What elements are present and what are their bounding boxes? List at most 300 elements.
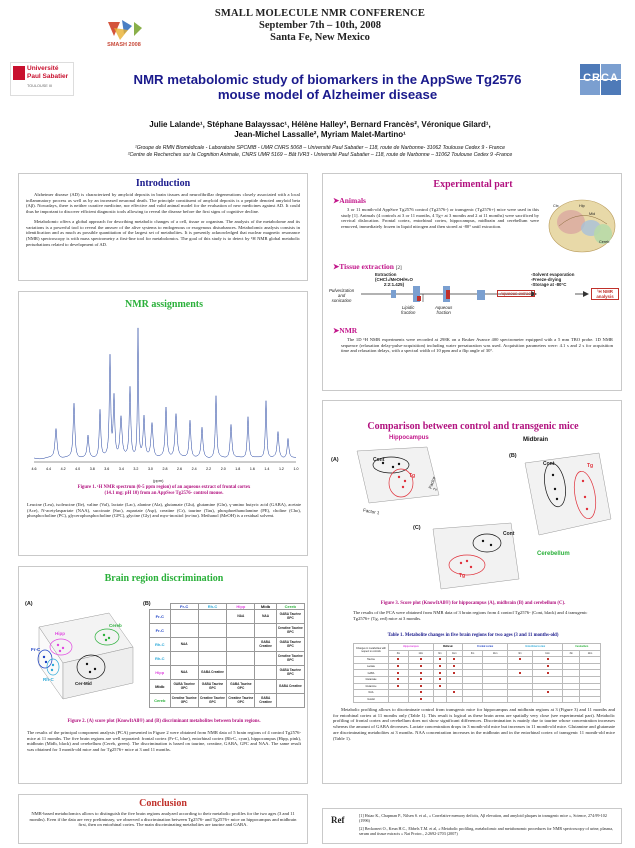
table1-cell <box>408 657 433 664</box>
reference-2: [2] Beckonert O., Keun H.C., Ebbels T.M. et al, « Metabolic profiling, metabolomic and metabonomic procedures for NMR spectroscopy of urine, plasma, serum and tissue extracts » Nat Protoc., 2:2692-2703 (2007) <box>359 826 614 837</box>
table1-cell <box>563 683 580 690</box>
authors-line1: Julie Lalande¹, Stéphane Balayssac¹, Hélène Halley², Bernard Francès², Véronique Gilard¹, <box>149 120 491 129</box>
panel-b-label: (B) <box>143 601 151 607</box>
table1-cell <box>446 696 462 703</box>
arrow-bullet-icon: ➤ <box>333 262 340 271</box>
mid-tg-label: Tg <box>587 463 594 469</box>
change-marker-icon <box>439 665 441 667</box>
table1-cell <box>433 663 446 670</box>
poster-title-line1: NMR metabolomic study of biomarkers in the AppSwe Tg2576 <box>133 72 522 87</box>
table1-cell <box>463 657 483 664</box>
discriminant-matrix <box>149 603 305 708</box>
hippocampus-label: Hippocampus <box>389 435 429 441</box>
spectrum-axis-label: (ppm) <box>153 478 164 483</box>
conference-dates: September 7th – 10th, 2008 <box>258 20 381 31</box>
comparison-discussion: Metabolic profiling allows to discriminate control from transgenic mice for hippocampus and midbrain regions at 3 (Figure 3) and 11 months and for entorhinal cortex at 11 months only (Table 1). This result is logical as these brain areas are spatially very close (see experimental part). Metabolic profiling of frontal cortex and cerebellum does not show significant differences. Discrimination is mainly due to taurine whose concentration increases whereas the amount of GABA decreases. Lactate concentration drops in 3 month-old mice but increases in 11 month-old mice. Glutamine and glutamate are discriminating metabolites at 3 months. NAA concentration increases in the midbrain and in the entorhinal cortex of transgenic 11 month-old mice (Table 1). <box>333 707 615 741</box>
table1-region-header: Hippocampus <box>389 644 434 651</box>
table1-cell <box>389 690 409 697</box>
hip-factor1: Factor 1 <box>362 507 380 516</box>
change-marker-icon <box>439 672 441 674</box>
table1-cell <box>463 663 483 670</box>
score-label-rhc: Rh-C <box>43 677 54 682</box>
table1-age-header: 11m <box>532 650 563 657</box>
matrix-col-frc: Fr-C <box>170 604 198 610</box>
affiliation-1: ¹Groupe de RMN Biomédicale - Laboratoire SPCMIB - UMR CNRS 5068 – Université Paul Sabatier – 118, route de Narbonne- 31062 Toulouse Cedex 9 - France <box>135 145 505 151</box>
conclusion-box <box>18 794 308 844</box>
change-marker-icon <box>453 672 455 674</box>
table1-cell <box>579 683 600 690</box>
matrix-cell <box>255 652 276 666</box>
table1-cell <box>483 676 508 683</box>
brain-label-mid: Mid <box>589 212 596 216</box>
table1-cell <box>408 696 433 703</box>
table1-cell <box>446 670 462 677</box>
matrix-row <box>150 624 305 638</box>
change-marker-icon <box>420 691 422 693</box>
change-marker-icon <box>397 672 399 674</box>
table1-cell <box>389 670 409 677</box>
references-label: Ref <box>331 815 345 825</box>
change-marker-icon <box>420 698 422 700</box>
table1-cell <box>446 676 462 683</box>
score-label-cereb: Cereb <box>109 623 122 628</box>
table1-cell <box>508 690 532 697</box>
table1-cell <box>532 657 563 664</box>
matrix-col-hipp: Hipp <box>227 604 255 610</box>
table1-row-label: NAA <box>354 690 389 697</box>
table1-cell <box>483 683 508 690</box>
table1-cell <box>579 657 600 664</box>
animals-text: 3 or 11 month-old AppSwe Tg2576 control (Tg2576-) or transgenic (Tg2576+) mice were used in this study [1]. Animals (4 controls at 3 or 11 months, 4 Tg+ at 3 months and 2 at 11 months) were sacrificed by cervical dislocation. Frontal cortex, entorhinal cortex, hippocampus, midbrain and cerebellum were removed, immediately frozen in liquid nitrogen and then stored at -80° until extraction. <box>341 207 539 230</box>
table1-row <box>354 657 601 664</box>
spectrum-tick-label: 3.2 <box>133 467 139 471</box>
extraction-flow-diagram <box>331 272 619 322</box>
hip-tg-label: Tg <box>409 473 416 479</box>
change-marker-icon <box>547 691 549 693</box>
mid-cont-label: Cont <box>543 461 555 467</box>
matrix-cell: Creatine Taurine GPC <box>276 624 304 638</box>
matrix-cell <box>170 610 198 624</box>
table1-cell <box>433 676 446 683</box>
cer-tg-label: Tg <box>459 573 466 579</box>
table1-cell <box>389 683 409 690</box>
smash-logo <box>100 18 148 52</box>
table1-row <box>354 670 601 677</box>
table1-cell <box>508 683 532 690</box>
change-marker-icon <box>397 658 399 660</box>
matrix-cell: NAA <box>227 610 255 624</box>
flow-aqueous-extract: Aqueous extract <box>497 290 535 297</box>
change-marker-icon <box>547 658 549 660</box>
table1-cell <box>563 676 580 683</box>
change-marker-icon <box>547 672 549 674</box>
comp-panel-a: (A) <box>331 457 339 463</box>
comp-panel-c: (C) <box>413 525 421 531</box>
table1-age-header: 11m <box>483 650 508 657</box>
matrix-cell <box>255 666 276 680</box>
table1-cell <box>389 696 409 703</box>
conference-name: SMALL MOLECULE NMR CONFERENCE <box>214 8 426 19</box>
metabolite-legend: Leucine (Leu), isoleucine (Ile), valine (Val), lactate (Lac), alanine (Ala), glutamate (Glu), glutamine (Gln), γ-amino butyric acid (GABA), acetate (Ace), N-acetylaspartate (NAA), succinate (Suc), aspartate (Asp), creatine (Cr), taurine (Tau), phosphoethanolamine (PE), choline (Cho), phosphocholine (PC), glycerophosphocholine (GPC), glycine (Gly) and myo-inositol (m-ino). Methanol (MeOH) is a residual solvent. <box>27 502 301 519</box>
matrix-cell: GABA Taurine GPC <box>227 680 255 694</box>
table1-cell <box>463 696 483 703</box>
matrix-cell: NAA <box>170 638 198 652</box>
table1-cell <box>446 657 462 664</box>
matrix-col-midb: Midb <box>255 604 276 610</box>
figure1-caption: Figure 1. ¹H NMR spectrum (0-5 ppm region) of an aqueous extract of frontal cortex (14.1 mg; pH 10) from an AppSwe Tg2576- control mouse. <box>77 485 251 496</box>
table1-age-header: 3m <box>463 650 483 657</box>
table1-cell <box>532 670 563 677</box>
matrix-row <box>150 652 305 666</box>
table1-age-header: 11m <box>446 650 462 657</box>
cerebellum-label: Cerebellum <box>537 551 570 557</box>
introduction-box <box>18 173 308 281</box>
cer-cont-label: Cont <box>503 531 515 537</box>
poster-title <box>80 72 575 102</box>
midbrain-score-graphic <box>519 449 615 539</box>
table1-row-label: GABA <box>354 670 389 677</box>
matrix-row-label: Fr-C <box>150 624 171 638</box>
matrix-cell: GABA Creatine <box>276 680 304 694</box>
table1-row-label: Lactate <box>354 663 389 670</box>
spectrum-tick-label: 4.2 <box>60 467 66 471</box>
spectrum-tick-label: 4.0 <box>75 467 81 471</box>
nmr-text: The 1D ¹H NMR experiments were recorded at 298K on a Bruker Avance 400 spectrometer equipped with a 5 mm TBO probe. 1D NMR sequence (relaxation delay-pulse-acquisition) including water presaturation was used. Acquisition parameters were: 4.1 s and 2 s for acquisition time and relaxation delays, with a spectral width of 10 ppm and a flip angle of 30°. <box>341 337 613 354</box>
change-marker-icon <box>453 658 455 660</box>
table1-age-header: 11m <box>408 650 433 657</box>
table1-cell <box>433 690 446 697</box>
metabolite-changes-table <box>353 643 601 703</box>
table1-row <box>354 683 601 690</box>
matrix-cell: GABA Taurine GPC <box>198 680 226 694</box>
spectrum-tick-label: 2.6 <box>177 467 183 471</box>
change-marker-icon <box>453 691 455 693</box>
table1-cell <box>563 657 580 664</box>
matrix-row-label: Hipp <box>150 666 171 680</box>
matrix-cell <box>198 624 226 638</box>
table1-cell <box>532 676 563 683</box>
university-line2: Paul Sabatier <box>27 73 69 80</box>
references-box <box>322 808 622 844</box>
table1-cell <box>463 690 483 697</box>
matrix-row <box>150 694 305 708</box>
matrix-row <box>150 610 305 624</box>
spectrum-tick-label: 1.2 <box>278 467 284 471</box>
nmr-assignments-box <box>18 291 308 556</box>
flow-extraction: Extraction (CHCl₃/MeOH/H₂O 2:2:1.425) <box>375 272 413 287</box>
cerebellum-score-plot <box>427 519 523 593</box>
brain-label-hip: Hip <box>579 204 585 208</box>
table1-cell <box>508 676 532 683</box>
spectrum-tick-label: 1.0 <box>293 467 299 471</box>
table1-row-label: Inositol <box>354 696 389 703</box>
nmr-title: ➤NMR <box>333 326 358 335</box>
figure2-caption: Figure 2. (A) score plot (KnowItAll®) and (B) discriminant metabolites between brain regions. <box>67 719 261 724</box>
spectrum-trace <box>34 328 296 459</box>
matrix-cell <box>170 652 198 666</box>
comparison-text: The results of the PCA were obtained from NMR data of 3 brain regions from 4 control Tg2576- (Cont, black) and 4 transgenic Tg2576+ (Tg, red) mice at 3 months. <box>353 610 588 621</box>
comp-panel-b: (B) <box>509 453 517 459</box>
table1-region-header: Cerebellum <box>563 644 601 651</box>
conference-header <box>150 8 490 43</box>
table1-cell <box>446 683 462 690</box>
table1-cell <box>483 663 508 670</box>
spectrum-tick-label: 3.6 <box>104 467 110 471</box>
table1-cell <box>508 663 532 670</box>
comparison-box <box>322 400 622 784</box>
table1-cell <box>483 690 508 697</box>
matrix-cell: Creatine Taurine GPC <box>227 694 255 708</box>
change-marker-icon <box>397 678 399 680</box>
arrow-bullet-icon: ➤ <box>333 326 340 335</box>
matrix-cell <box>255 680 276 694</box>
table1-cell <box>532 696 563 703</box>
comparison-title: Comparison between control and transgenic mice <box>367 421 579 432</box>
table1-cell <box>446 690 462 697</box>
matrix-cell: Creatine Taurine GPC <box>170 694 198 708</box>
change-marker-icon <box>397 685 399 687</box>
crca-logo <box>580 64 622 96</box>
brain-score-plot <box>29 607 137 705</box>
table1-region-header: Midbrain <box>433 644 462 651</box>
table1-cell <box>433 670 446 677</box>
conference-location: Santa Fe, New Mexico <box>270 32 370 43</box>
matrix-cell <box>255 624 276 638</box>
table1-region-header: Frontal cortex <box>463 644 508 651</box>
matrix-cell: GABA Taurine GPC <box>276 638 304 652</box>
brain-label-cereb: Cereb <box>599 240 610 244</box>
table1-cell <box>463 670 483 677</box>
spectrum-tick-label: 2.0 <box>220 467 226 471</box>
table1-cell <box>508 696 532 703</box>
table1-cell <box>408 690 433 697</box>
university-logo <box>10 62 74 96</box>
table1-row <box>354 690 601 697</box>
brain-discrimination-box <box>18 566 308 784</box>
conclusion-text: NMR-based metabolomics allows to distinguish the five brain regions analyzed according to their metabolic profiles for the two ages (3 and 11 months). Even if the data are very preliminary, we observed a discrimination between Tg2576- and Tg2576+ mice on hippocampus and midbrain first, then on entorhinal cortex. The main discriminating metabolites are taurine and GABA. <box>29 811 297 828</box>
matrix-cell <box>198 652 226 666</box>
table1-cell <box>446 663 462 670</box>
matrix-cell <box>170 624 198 638</box>
matrix-row-label: Rh-C <box>150 638 171 652</box>
table1-cell <box>579 696 600 703</box>
table1-row <box>354 676 601 683</box>
table1-title: Table 1. Metabolite changes in five brain regions for two ages (3 and 11 months-old) <box>387 633 559 638</box>
university-line1: Université <box>27 65 59 72</box>
change-marker-icon <box>439 678 441 680</box>
table1-cell <box>463 676 483 683</box>
table1-cell <box>463 683 483 690</box>
matrix-cell: Creatine Taurine GPC <box>198 694 226 708</box>
table1-cell <box>408 663 433 670</box>
table1-cell <box>483 670 508 677</box>
table1-age-header: 3m <box>389 650 409 657</box>
tissue-extraction-title: ➤Tissue extraction [2] <box>333 262 402 271</box>
matrix-cell <box>198 638 226 652</box>
authors-line2: Jean-Michel Lassalle², Myriam Malet-Martino¹ <box>234 130 406 139</box>
change-marker-icon <box>420 685 422 687</box>
brain-discrimination-title: Brain region discrimination <box>104 573 224 584</box>
change-marker-icon <box>439 685 441 687</box>
matrix-cell: GABA Creatine <box>255 694 276 708</box>
score-label-hipp: Hipp <box>55 631 65 636</box>
score-label-cermid: Cer-Mid <box>75 681 92 686</box>
table1-row <box>354 696 601 703</box>
table1-cell <box>532 690 563 697</box>
conclusion-title: Conclusion <box>139 798 187 809</box>
table1-corner: Changes in metabolites with respect to controls <box>354 644 389 657</box>
hip-factor2: Factor 2 <box>427 475 438 492</box>
affiliation-2: ²Centre de Recherches sur la Cognition Animale, CNRS UMR 5169 – Bât IVR3 - Université Paul Sabatier – 118, route de Narbonne – 31062 Toulouse Cedex 9 -France <box>127 152 513 158</box>
table1-cell <box>389 657 409 664</box>
spectrum-tick-label: 3.0 <box>147 467 153 471</box>
university-logo-mark <box>13 66 25 80</box>
table1-age-header: 3m <box>433 650 446 657</box>
table1-cell <box>532 683 563 690</box>
change-marker-icon <box>420 678 422 680</box>
matrix-cell: GABA Creatine <box>198 666 226 680</box>
table1-cell <box>408 676 433 683</box>
matrix-cell <box>227 638 255 652</box>
table1-cell <box>433 683 446 690</box>
matrix-cell: NAA <box>170 666 198 680</box>
spectrum-tick-label: 1.4 <box>264 467 270 471</box>
matrix-row-label: Rh-C <box>150 652 171 666</box>
table1-cell <box>563 670 580 677</box>
matrix-row-label: Cereb <box>150 694 171 708</box>
nmr-spectrum-chart <box>26 312 302 477</box>
spectrum-tick-label: 2.2 <box>206 467 212 471</box>
crca-logo-text: CRCA <box>583 72 619 84</box>
table1-grid <box>353 643 601 703</box>
table1-age-header: 3m <box>563 650 580 657</box>
discriminant-matrix-table <box>149 603 305 708</box>
table1-age-header: 3m <box>508 650 532 657</box>
flow-steps: -Solvent evaporation -Freeze-drying -Storage at -80°C <box>531 272 575 287</box>
score-label-frc: Fr-C <box>31 647 41 652</box>
table1-row-label: Glutamate <box>354 676 389 683</box>
table1-cell <box>563 696 580 703</box>
table1-cell <box>408 670 433 677</box>
matrix-cell: NAA <box>255 610 276 624</box>
table1-row-label: Glutamine <box>354 683 389 690</box>
table1-cell <box>579 676 600 683</box>
flow-lipidic: Lipidic fraction <box>401 305 416 315</box>
change-marker-icon <box>439 658 441 660</box>
experimental-box <box>322 173 622 391</box>
table1-cell <box>532 663 563 670</box>
matrix-col-cereb: Cereb <box>276 604 304 610</box>
table1-cell <box>433 696 446 703</box>
table1-row <box>354 663 601 670</box>
table1-cell <box>563 690 580 697</box>
matrix-col-rhc: Rh-C <box>198 604 226 610</box>
spectrum-tick-label: 2.4 <box>191 467 197 471</box>
university-line3: TOULOUSE III <box>27 84 53 88</box>
brain-discrimination-text: The results of the principal component analysis (PCA) presented in Figure 2 were obtained from NMR data of 5 brain regions of 4 control Tg2576- mice at 11 months. The five brain regions are well separated: frontal cortex (Fr-C, blue), entorhinal cortex (Rh-C, cyan), hippocampus (Hipp, pink), midbrain (Midb, black) and cerebellum (Cereb, green). The discrimination is based on taurine, creatine, GABA, GPC and NAA. The same result was obtained for 3 month-old mice and for Tg2576+ mice at 3 and 11 months. <box>27 730 301 753</box>
arrow-bullet-icon: ➤ <box>333 196 340 205</box>
experimental-title: Experimental part <box>433 179 513 190</box>
table1-cell <box>389 676 409 683</box>
introduction-p1: Alzheimer disease (AD) is characterized by amyloid deposits in brain tissues and neurofibrillar degenerations closely associated with a local inflammatory process as well as by an increased neuronal death. The principle constituent of amyloid deposits is a peptide denoted amyloid beta (Aβ). Nowadays, there is neither curative medicine, nor effective and valid animal model for the evaluation of new medicines against AD. It could thus be important to discover efficient diagnostic tools allowing to reveal the disease before the first signs of cognitive decline. <box>26 192 300 215</box>
animals-title: ➤Animals <box>333 196 366 205</box>
hippocampus-score-graphic <box>343 443 443 519</box>
matrix-cell: GABA Taurine GPC <box>276 666 304 680</box>
table1-cell <box>579 690 600 697</box>
table1-cell <box>389 663 409 670</box>
change-marker-icon <box>420 672 422 674</box>
hippocampus-score-plot <box>343 443 443 519</box>
affiliations <box>20 145 620 159</box>
authors <box>60 120 580 140</box>
matrix-row <box>150 680 305 694</box>
matrix-row-label: Midb <box>150 680 171 694</box>
table1-cell <box>508 670 532 677</box>
table1-cell <box>579 663 600 670</box>
nmr-assignments-title: NMR assignments <box>124 299 204 310</box>
matrix-row <box>150 638 305 652</box>
matrix-cell: GABA Creatine <box>255 638 276 652</box>
matrix-row <box>150 666 305 680</box>
table1-cell <box>508 657 532 664</box>
matrix-cell <box>276 694 304 708</box>
midbrain-score-plot <box>519 449 615 539</box>
change-marker-icon <box>453 665 455 667</box>
panel-a-label: (A) <box>25 601 33 607</box>
change-marker-icon <box>397 665 399 667</box>
table1-cell <box>483 657 508 664</box>
matrix-cell <box>227 666 255 680</box>
table1-cell <box>579 670 600 677</box>
smash-logo-text: SMASH 2008 <box>107 42 141 48</box>
reference-1: [1] Hsiao K., Chapman P., Nilsen S. et al., « Correlative memory deficits, Aβ elevation, and amyloid plaques in transgenic mice », Science, 274:99-102 (1996) <box>359 813 607 824</box>
flow-pulverization: Pulverization and sonication <box>329 288 355 303</box>
spectrum-tick-label: 4.4 <box>46 467 52 471</box>
flow-aqueous: Aqueous fraction <box>435 305 453 315</box>
change-marker-icon <box>420 658 422 660</box>
table1-row-label: Taurine <box>354 657 389 664</box>
table1-region-header: Entorhinal cortex <box>508 644 563 651</box>
change-marker-icon <box>519 672 521 674</box>
change-marker-icon <box>519 658 521 660</box>
brain-score-plot-graphic <box>29 607 137 705</box>
flow-nmr-analysis: ¹H NMR analysis <box>591 288 619 300</box>
poster-title-line2: mouse model of Alzheimer disease <box>217 87 438 102</box>
table1-cell <box>483 696 508 703</box>
matrix-cell: Creatine Taurine GPC <box>276 652 304 666</box>
table1-cell <box>408 683 433 690</box>
spectrum-tick-label: 4.6 <box>31 467 37 471</box>
figure3-caption: Figure 3. Score plot (KnowItAll®) for hippocampus (A), midbrain (B) and cerebellum (C). <box>380 601 566 606</box>
spectrum-tick-label: 1.6 <box>249 467 255 471</box>
matrix-cell: GABA Taurine GPC <box>276 610 304 624</box>
midbrain-label: Midbrain <box>523 437 548 443</box>
change-marker-icon <box>420 665 422 667</box>
matrix-cell <box>227 652 255 666</box>
brain-illustration <box>547 196 617 256</box>
spectrum-tick-label: 3.8 <box>89 467 95 471</box>
matrix-row-label: Fr-C <box>150 610 171 624</box>
hip-cont-label: Cont <box>373 457 385 463</box>
introduction-p2: Metabolomic offers a global approach for describing metabolic changes of a cell, tissue or organism. The analysis of the metabolome and its variations is a powerful tool to reveal the answer of the alive systems to endogenous or exogenous disturbances. Metabolomic analysis consists in identification and as much as possible quantitation of the largest set of metabolites. It is presently acknowledged that nuclear magnetic resonance (NMR) spectroscopy is with mass spectrometry a first-line tool for metabolomics. The goal of this study is to detect by ¹H NMR global metabolic perturbations related to development of AD. <box>26 218 300 247</box>
introduction-title: Introduction <box>135 178 191 189</box>
matrix-cell: GABA Taurine GPC <box>170 680 198 694</box>
spectrum-tick-label: 3.4 <box>118 467 124 471</box>
spectrum-tick-label: 1.8 <box>235 467 241 471</box>
matrix-cell <box>198 610 226 624</box>
table1-cell <box>563 663 580 670</box>
table1-cell <box>433 657 446 664</box>
